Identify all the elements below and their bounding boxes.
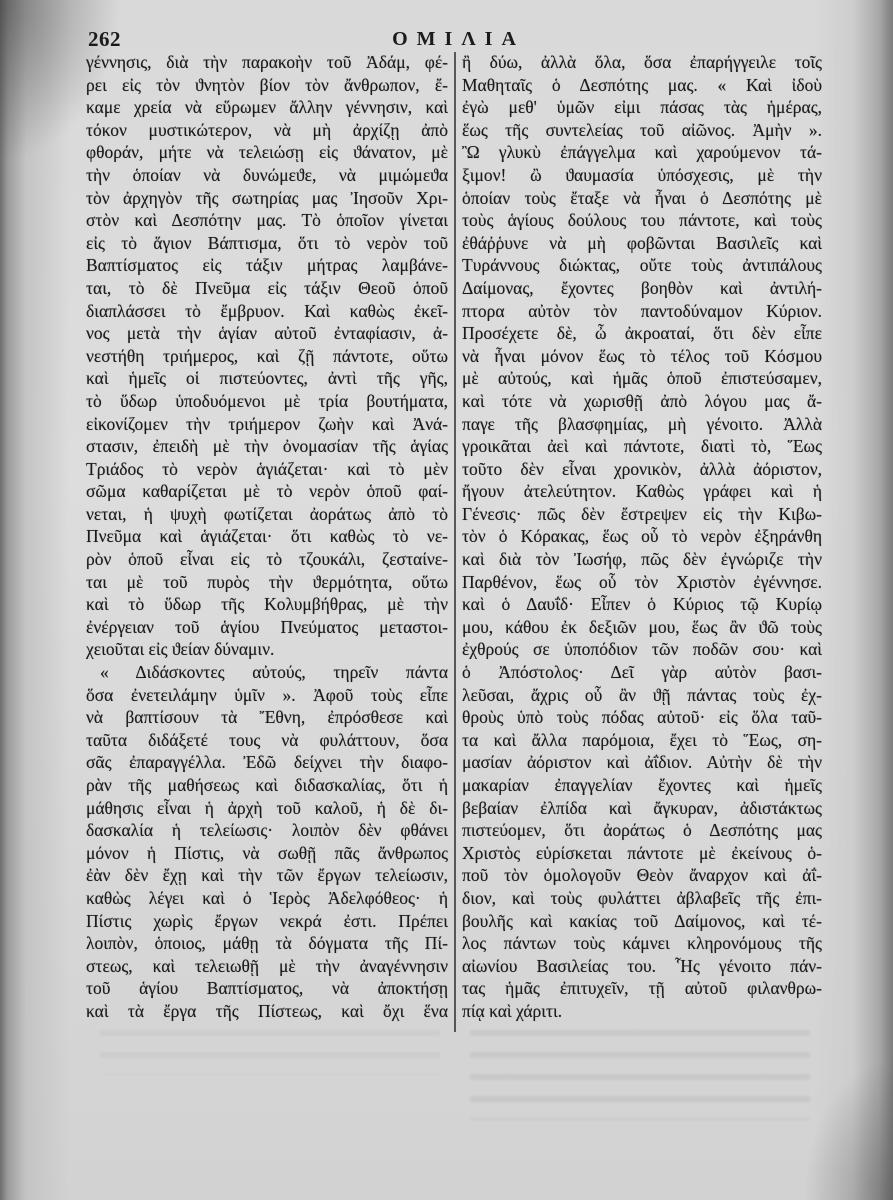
text-line: λοιπὸν, ὁποιος, μάθῃ τὰ δόγματα τῆς Πί-	[86, 933, 448, 954]
text-line: Γένεσις· πῶς δὲν ἔστρεψεν εἰς τὴν Κιβω-	[462, 503, 822, 524]
text-line: ὁποίαν τοὺς ἔταξε νὰ ἦναι ὁ Δεσπότης μὲ	[462, 187, 822, 208]
text-line: τὴν ὁποίαν νὰ δυνώμεϑε, νὰ μιμώμεϑα	[86, 164, 448, 185]
text-line: μάθησις εἶναι ἡ ἀρχὴ τοῦ καλοῦ, ἡ δὲ δι-	[86, 797, 448, 818]
text-line: καθὼς λέγει καὶ ὁ Ἱερὸς Ἀδελφόθεος· ἡ	[86, 887, 448, 908]
bleed-through-shadow	[470, 1030, 810, 1120]
text-line: ταῦτα διδάξετέ τους νὰ φυλάττουν, ὅσα	[86, 729, 448, 750]
text-line: μόνον ἡ Πίστις, νὰ σωθῇ πᾶς ἄνθρωπος	[86, 842, 448, 863]
text-line: ται μὲ τοῦ πυρὸς τὴν ϑερμότητα, οὕτω	[86, 571, 448, 592]
text-line: ἐθάῤῥυνε νὰ μὴ φοβῶνται Βασιλεῖς καὶ	[462, 232, 822, 253]
text-line: ἤγουν ἀτελεύτητον. Καθὼς γράφει καὶ ἡ	[462, 481, 822, 502]
text-line: μακαρίαν ἐπαγγελίαν ἔχοντες καὶ ἡμεῖς	[462, 775, 822, 795]
text-line: πτορα αὐτὸν τὸν παντοδύναμον Κύριον.	[462, 300, 822, 321]
text-line: τὸν ἀρχηγὸν τῆς σωτηρίας μας Ἰησοῦν Χρι-	[86, 187, 448, 208]
column-divider	[454, 52, 456, 1032]
text-line: πιστεύομεν, ὅτι ἀοράτως ὁ Δεσπότης μας	[462, 820, 822, 841]
text-line: ρὸν ὁποῦ εἶναι εἰς τὸ τζουκάλι, ζεσταίνε-	[86, 549, 448, 570]
text-line: τοὺς ἁγίους δούλους του πάντοτε, καὶ τοὺς	[462, 210, 822, 231]
text-line: Ὢ γλυκὺ ἐπάγγελμα καὶ χαρούμενον τά-	[462, 142, 822, 163]
text-line: Μαθηταῖς ὁ Δεσπότης μας. « Καὶ ἰδοὺ	[462, 74, 822, 95]
text-line: ἕως τῆς συντελείας τοῦ αἰῶνος. Ἀμὴν ».	[462, 119, 822, 140]
text-line: νεστήθη τριήμερος, καὶ ζῇ πάντοτε, οὕτω	[86, 345, 448, 366]
text-line: καὶ ὁ Δαυΐδ· Εἶπεν ὁ Κύριος τῷ Κυρίῳ	[462, 594, 822, 615]
text-line: καὶ τὰ ἔργα τῆς Πίστεως, καὶ ὄχι ἕνα	[86, 1000, 448, 1021]
text-line: φθοράν, μήτε νὰ τελειώσῃ εἰς ϑάνατον, μὲ	[86, 142, 448, 163]
text-line: χειοῦται εἰς ϑείαν δύναμιν.	[86, 639, 275, 660]
text-line: « Διδάσκοντες αὐτούς, τηρεῖν πάντα	[100, 662, 448, 683]
text-line: Παρθένον, ἕως οὗ τὸν Χριστὸν ἐγέννησε.	[462, 571, 822, 592]
text-line: εἰκονίζομεν τὴν τριήμερον ζωὴν καὶ Ἀνά-	[86, 413, 448, 434]
text-line: Τυράννους διώκτας, οὔτε τοὺς ἀντιπάλους	[462, 255, 822, 276]
text-line: ποῦ τὸν ὁμολογοῦν Θεὸν ἄναρχον καὶ ἀΐ-	[462, 865, 822, 886]
text-line: εἰς τὸ ἅγιον Βάπτισμα, ὅτι τὸ νερὸν τοῦ	[86, 232, 448, 253]
text-line: τας ἡμᾶς ἐπιτυχεῖν, τῇ αὐτοῦ φιλανθρω-	[462, 978, 822, 999]
text-line: ἐγὼ μεθ' ὑμῶν εἰμι πάσας τὰς ἡμέρας,	[462, 97, 822, 118]
text-line: ρὰν τῆς μαθήσεως καὶ διδασκαλίας, ὅτι ἡ	[86, 775, 448, 795]
text-line: Βαπτίσματος εἰς τάξιν μήτρας λαμβάνε-	[86, 255, 448, 276]
text-line: νεται, ἡ ψυχὴ φωτίζεται ἀοράτως ἀπὸ τὸ	[86, 503, 448, 524]
text-line: μασίαν ἀόριστον καὶ ἀΐδιον. Αὐτὴν δὲ τὴν	[462, 752, 822, 773]
text-line: ται, τὸ δὲ Πνεῦμα εἰς τάξιν Θεοῦ ὁποῦ	[86, 277, 448, 298]
text-line: Χριστὸς εὑρίσκεται πάντοτε μὲ ἐκείνους ὁ-	[462, 842, 822, 863]
text-line: γέννησις, διὰ τὴν παρακοὴν τοῦ Ἀδάμ, φέ-	[86, 52, 448, 72]
text-line: ἐνέργειαν τοῦ ἁγίου Πνεύματος μεταστοι-	[86, 616, 448, 637]
left-column	[86, 51, 448, 1023]
text-line: ρει εἰς τὸν ϑνητὸν βίον τὸν ἄνθρωπον, ἔ-	[86, 74, 448, 95]
text-line: διαπλάσσει τὸ ἔμβρυον. Καὶ καθὼς ἐκεῖ-	[86, 300, 448, 321]
text-line: ὁ Ἀπόστολος· Δεῖ γὰρ αὐτὸν βασι-	[462, 662, 822, 683]
text-line: τοῦ ἁγίου Βαπτίσματος, νὰ ἀποκτήσῃ	[86, 978, 448, 999]
text-line: Πνεῦμα καὶ ἁγιάζεται· ὅτι καθὼς τὸ νε-	[86, 526, 448, 547]
text-line: ὅσα ἐνετειλάμην ὑμῖν ». Ἀφοῦ τοὺς εἶπε	[86, 684, 448, 705]
page-number: 262	[88, 27, 121, 51]
text-line: Πίστις χωρὶς ἔργων νεκρά ἐστι. Πρέπει	[86, 910, 448, 931]
text-line: πίᾳ καὶ χάριτι.	[462, 1000, 563, 1021]
text-line: τόκον μυστικώτερον, νὰ μὴ ἀρχίζῃ ἀπὸ	[86, 119, 448, 140]
text-line: νὰ ἦναι μόνον ἕως τὸ τέλος τοῦ Κόσμου	[462, 345, 822, 366]
running-head: ΟΜΙΛΙΑ	[392, 28, 525, 50]
text-line: βεβαίαν ἐλπίδα καὶ ἄγκυραν, ἀδιστάκτως	[462, 797, 822, 818]
text-line: καὶ τὸ ὕδωρ τῆς Κολυμβήθρας, μὲ τὴν	[86, 594, 448, 615]
text-line: στασιν, ἐπειδὴ μὲ τὴν ὀνομασίαν τῆς ἁγίας	[86, 436, 448, 457]
text-line: ἐχθρούς σε ὑποπόδιον τῶν ποδῶν σου· καὶ	[462, 639, 822, 660]
text-line: ἢ δύω, ἀλλὰ ὅλα, ὅσα ἐπαρήγγειλε τοῖς	[462, 52, 822, 72]
text-line: δασκαλία ἡ τελείωσις· λοιπὸν δὲν φθάνει	[86, 820, 448, 841]
right-column	[462, 51, 822, 1023]
text-line: μὲ αὐτούς, καὶ ἡμᾶς ὁποῦ ἐπιστεύσαμεν,	[462, 368, 822, 389]
text-line: γροικᾶται ἀεὶ καὶ πάντοτε, διατὶ τὸ, Ἕως	[462, 436, 822, 457]
text-line: νος μετὰ τὴν ἁγίαν αὐτοῦ ἐνταφίασιν, ἀ-	[86, 323, 448, 344]
text-line: στεως, καὶ τελειωθῇ μὲ τὴν ἀναγέννησιν	[86, 955, 448, 976]
text-line: παγε τῆς βλασφημίας, μὴ γένοιτο. Ἀλλὰ	[462, 413, 822, 434]
text-line: βουλῆς καὶ κακίας τοῦ Δαίμονος, καὶ τέ-	[462, 910, 822, 931]
text-line: σῶμα καθαρίζεται μὲ τὸ νερὸν ὁποῦ φαί-	[86, 481, 448, 502]
text-line: Τριάδος τὸ νερὸν ἁγιάζεται· καὶ τὸ μὲν	[86, 458, 448, 479]
text-line: νὰ βαπτίσουν τὰ Ἔθνη, ἐπρόσθεσε καὶ	[86, 707, 448, 728]
text-line: στὸν καὶ Δεσπότην μας. Τὸ ὁποῖον γίνεται	[86, 210, 448, 231]
text-line: τὸν ὁ Κόρακας, ἕως οὗ τὸ νερὸν ἐξηράνθη	[462, 526, 822, 547]
text-line: ἐὰν δὲν ἔχῃ καὶ τὴν τῶν ἔργων τελείωσιν,	[86, 865, 448, 886]
text-line: λος πάντων τοὺς κάμνει κληρονόμους τῆς	[462, 933, 822, 954]
text-line: Δαίμονας, ἔχοντες βοηθὸν καὶ ἀντιλή-	[462, 277, 822, 298]
text-line: θροὺς ὑπὸ τοὺς πόδας αὐτοῦ· εἰς ὅλα ταῦ-	[462, 707, 822, 728]
text-line: καὶ διὰ τὸν Ἰωσήφ, πῶς δὲν ἐγνώριζε τὴν	[462, 549, 822, 570]
text-line: τοῦτο δὲν εἶναι χρονικὸν, ἀλλὰ ἀόριστον,	[462, 458, 822, 479]
text-line: αἰωνίου Βασιλείας του. Ἧς γένοιτο πάν-	[462, 955, 822, 976]
text-line: διον, καὶ τοὺς φυλάττει ἀβλαβεῖς τῆς ἐπι-	[462, 887, 822, 908]
text-line: καὶ ἡμεῖς οἱ πιστεύοντες, ἀντὶ τῆς γῆς,	[86, 368, 448, 389]
text-line: Προσέχετε δὲ, ὦ ἀκροαταί, ὅτι δὲν εἶπε	[462, 323, 822, 344]
text-line: καὶ τότε νὰ χωρισθῇ ἀπὸ λόγου μας ἄ-	[462, 390, 822, 411]
text-line: μου, κάθου ἐκ δεξιῶν μου, ἕως ἂν ϑῶ τοὺς	[462, 616, 822, 637]
text-line: σᾶς ἐπαραγγέλλα. Ἐδῶ δείχνει τὴν διαφο-	[86, 752, 448, 773]
bleed-through-shadow	[100, 1030, 440, 1075]
text-line: λεῦσαι, ἄχρις οὗ ἂν ϑῇ πάντας τοὺς ἐχ-	[462, 684, 822, 705]
text-line: καμε χρεία νὰ εὕρωμεν ἄλλην γέννησιν, καὶ	[86, 97, 448, 118]
text-line: τα καὶ ἄλλα παρόμοια, ἔχει τὸ Ἕως, ση-	[462, 729, 822, 750]
text-line: ξιμον! ὢ ϑαυμασία ὑπόσχεσις, μὲ τὴν	[462, 164, 822, 185]
text-line: τὸ ὕδωρ ὑποδυόμενοι μὲ τρία βουτήματα,	[86, 390, 448, 411]
